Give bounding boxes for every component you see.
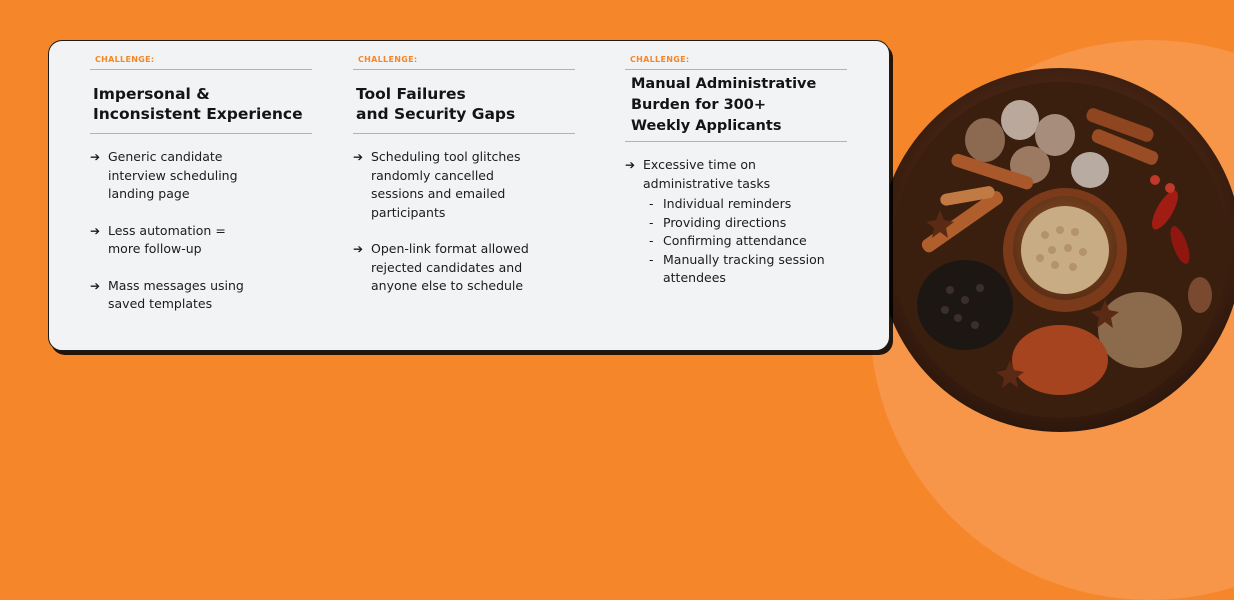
sub-bullet-item <box>649 214 847 233</box>
dash-icon: - <box>649 233 654 248</box>
bullet-item <box>353 240 575 296</box>
divider <box>625 69 847 70</box>
divider <box>90 69 312 70</box>
challenge-title: Manual Administrative Burden for 300+ Weekly Applicants <box>631 76 817 134</box>
divider <box>353 69 575 70</box>
bullet-item <box>625 156 847 193</box>
sub-bullet-list <box>625 195 847 288</box>
challenge-bullet-list <box>353 148 575 296</box>
sub-bullet-item <box>649 232 847 251</box>
bullet-text: Less automation = more follow-up <box>108 222 226 256</box>
arrow-right-icon: ➔ <box>353 150 364 164</box>
challenge-column-1 <box>90 54 312 332</box>
challenges-card <box>48 40 890 351</box>
challenge-label: CHALLENGE: <box>95 55 155 64</box>
dash-icon: - <box>649 251 654 267</box>
bullet-item <box>353 148 575 222</box>
divider <box>625 141 847 142</box>
challenge-title: Impersonal & Inconsistent Experience <box>93 85 303 123</box>
challenge-title: Tool Failures and Security Gaps <box>356 85 516 123</box>
dash-icon: - <box>649 214 654 230</box>
bullet-text: Scheduling tool glitches randomly cancelled sessions and emailed participants <box>371 149 521 220</box>
divider <box>90 133 312 134</box>
dash-icon: - <box>649 196 654 211</box>
challenge-label: CHALLENGE: <box>630 55 690 64</box>
challenge-bullet-list <box>625 156 847 193</box>
bullet-item <box>90 277 312 314</box>
sub-bullet-item <box>649 251 847 288</box>
sub-bullet-item <box>649 195 847 214</box>
arrow-right-icon: ➔ <box>353 242 364 256</box>
arrow-right-icon: ➔ <box>90 278 101 293</box>
challenge-column-2 <box>353 54 575 314</box>
arrow-right-icon: ➔ <box>90 150 101 164</box>
bullet-text: Open-link format allowed rejected candidates and anyone else to schedule <box>371 241 529 293</box>
sub-bullet-text: Confirming attendance <box>663 233 807 248</box>
bullet-item <box>90 148 312 204</box>
bullet-text: Mass messages using saved templates <box>108 277 244 311</box>
arrow-right-icon: ➔ <box>625 158 636 172</box>
sub-bullet-text: Manually tracking session attendees <box>663 251 825 285</box>
spice-bowl-image <box>870 60 1234 440</box>
bullet-item <box>90 222 312 259</box>
divider <box>353 133 575 134</box>
bullet-text: Generic candidate interview scheduling landing page <box>108 149 238 201</box>
arrow-right-icon: ➔ <box>90 223 101 238</box>
challenge-column-3 <box>625 54 847 288</box>
challenge-label: CHALLENGE: <box>358 55 418 64</box>
bullet-text: Excessive time on administrative tasks <box>643 157 771 191</box>
sub-bullet-text: Providing directions <box>663 214 787 230</box>
sub-bullet-text: Individual reminders <box>663 196 792 211</box>
challenge-bullet-list <box>90 148 312 314</box>
